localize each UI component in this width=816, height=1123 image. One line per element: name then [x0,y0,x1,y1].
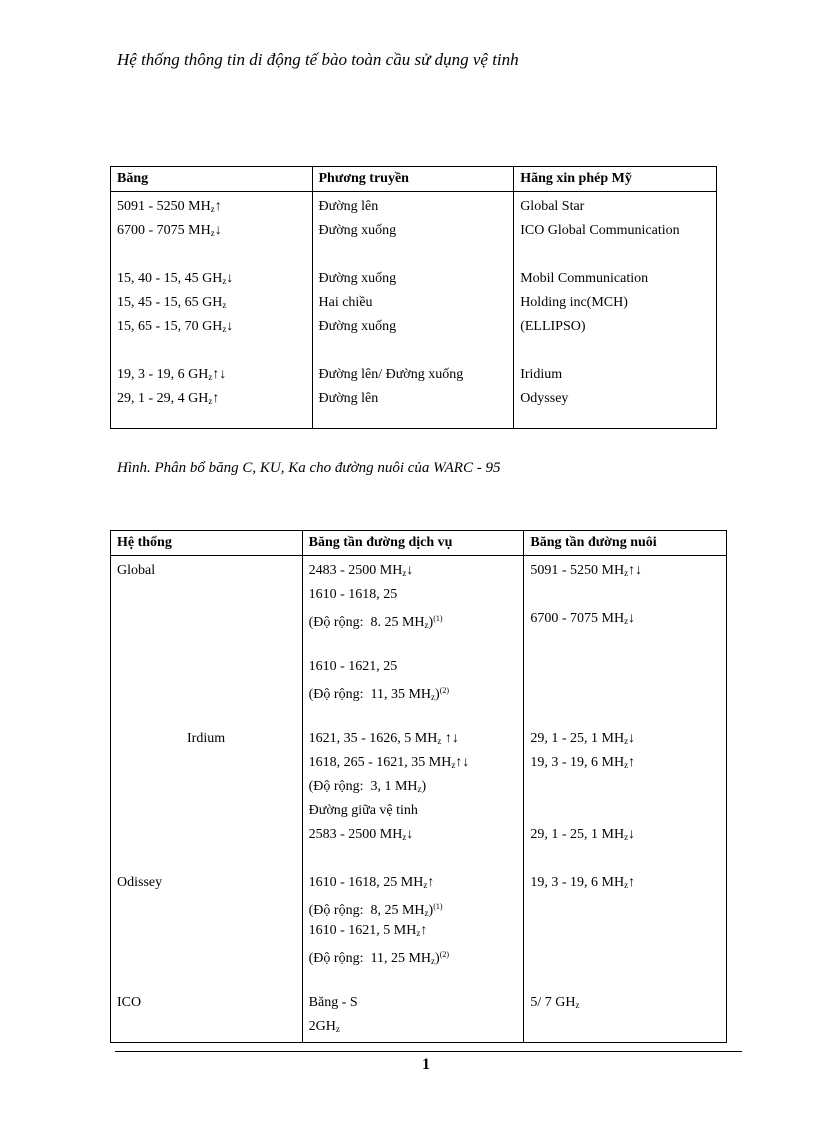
footer-divider [115,1051,742,1052]
blank-line [117,243,306,267]
blank-line [530,919,720,943]
service-band-value: (Độ rộng: 8. 25 $MH_z)^{(1)}$ [308,614,443,630]
service-band-column [302,556,524,1043]
licensee-value: Odyssey [520,391,569,406]
direction-value: Đường lên [318,199,379,214]
blank-line [530,895,720,919]
licensee-value: Holding inc(MCH) [520,295,628,310]
system-name: Irdium [187,731,226,746]
blank-line [530,655,720,679]
blank-line [309,703,518,727]
direction-column [312,192,514,429]
service-band-value: 1610 - 1621, 5 $MH_z↑$ [308,923,428,938]
blank-line [530,847,720,871]
blank-line [530,679,720,703]
licensee-value: ICO Global Communication [520,223,680,238]
table-header-row [111,167,717,192]
blank-line [530,631,720,655]
blank-line [309,847,518,871]
service-band-value: (Độ rộng: 8, 25 $MH_z)^{(1)}$ [308,902,443,918]
service-band-value: (Độ rộng: 3, 1 $MH_z$) [308,779,427,794]
system-name: ICO [117,995,142,1010]
service-band-value: 2583 - 2500 $MH_z↓$ [308,827,414,842]
blank-line [117,823,296,847]
feeder-band-value: 29, 1 - 25, 1 $MH_z↓$ [530,827,636,842]
blank-line [117,919,296,943]
blank-line [117,583,296,607]
blank-line [117,339,306,363]
service-band-value: 1621, 35 - 1626, 5 $MH_z$ ↑↓ [308,731,459,746]
figure-caption: Hình. Phân bổ băng C, KU, Ka cho đường nuôi của WARC - 95 [117,460,501,476]
direction-value: Đường xuống [318,271,397,286]
direction-value: Đường lên/ Đường xuống [318,367,464,382]
licensee-column [514,192,717,429]
header-service-band: Băng tần đường dịch vụ [302,531,524,556]
service-band-value: Băng - S [308,995,358,1010]
service-band-value: Đường giữa vệ tinh [308,803,418,818]
band-value: 15, 65 - 15, 70 $GH_z↓$ [117,319,234,334]
document-header: Hệ thống thông tin di động tế bào toàn cầu sử dụng vệ tinh [117,50,519,69]
feeder-band-value: 5/ 7 $GH_z$ [530,995,580,1010]
band-value: 19, 3 - 19, 6 $GH_z↑↓$ [117,367,227,382]
blank-line [309,967,518,991]
blank-line [520,339,710,363]
system-name: Global [117,563,156,578]
service-band-value: 1618, 265 - 1621, 35 $MH_z↑↓$ [308,755,470,770]
feeder-band-value: 6700 - 7075 $MH_z↓$ [530,611,636,626]
service-band-value: 2483 - 2500 $MH_z↓$ [308,563,414,578]
page-number: 1 [422,1056,430,1073]
frequency-band-table [110,166,717,429]
service-band-value: 1610 - 1618, 25 $MH_z↑$ [308,875,435,890]
system-band-table [110,530,727,1043]
feeder-band-value: 19, 3 - 19, 6 $MH_z↑$ [530,875,636,890]
blank-line [117,655,296,679]
blank-line [530,775,720,799]
blank-line [117,775,296,799]
service-band-value: (Độ rộng: 11, 25 $MH_z)^{(2)}$ [308,950,450,966]
header-licensee: Hãng xin phép Mỹ [514,167,717,192]
band-column [111,192,313,429]
direction-value: Hai chiều [318,295,373,310]
header-band: Băng [111,167,313,192]
blank-line [309,631,518,655]
blank-line [319,339,508,363]
blank-line [117,799,296,823]
blank-line [117,847,296,871]
header-system: Hệ thống [111,531,303,556]
blank-line [530,943,720,967]
band-value: 15, 40 - 15, 45 $GH_z↓$ [117,271,234,286]
direction-value: Đường xuống [318,223,397,238]
service-band-value: (Độ rộng: 11, 35 $MH_z)^{(2)}$ [308,686,450,702]
blank-line [117,895,296,919]
system-name: Odissey [117,875,163,890]
header-feeder-band: Băng tần đường nuôi [524,531,727,556]
blank-line [117,751,296,775]
blank-line [319,243,508,267]
blank-line [117,967,296,991]
system-column [111,556,303,1043]
blank-line [117,679,296,703]
header-direction: Phương truyền [312,167,514,192]
blank-line [530,799,720,823]
blank-line [117,943,296,967]
feeder-band-column [524,556,727,1043]
band-value: 29, 1 - 29, 4 $GH_z↑$ [117,391,220,406]
service-band-value: 1610 - 1621, 25 [308,659,398,674]
licensee-value: Mobil Communication [520,271,649,286]
blank-line [530,967,720,991]
blank-line [117,631,296,655]
direction-value: Đường xuống [318,319,397,334]
table-row [111,192,717,429]
band-value: 6700 - 7075 $MH_z↓$ [117,223,222,238]
blank-line [530,583,720,607]
licensee-value: (ELLIPSO) [520,319,586,334]
band-value: 5091 - 5250 $MH_z↑$ [117,199,222,214]
blank-line [530,703,720,727]
service-band-value: 1610 - 1618, 25 [308,587,398,602]
band-value: 15, 45 - 15, 65 $GH_z$ [117,295,227,310]
table-header-row [111,531,727,556]
blank-line [117,703,296,727]
feeder-band-value: 5091 - 5250 $MH_z↑↓$ [530,563,643,578]
service-band-value: $2GH_z$ [308,1019,340,1034]
licensee-value: Iridium [520,367,563,382]
table-row [111,556,727,1043]
feeder-band-value: 19, 3 - 19, 6 $MH_z↑$ [530,755,636,770]
licensee-value: Global Star [520,199,585,214]
blank-line [117,607,296,631]
feeder-band-value: 29, 1 - 25, 1 $MH_z↓$ [530,731,636,746]
direction-value: Đường lên [318,391,379,406]
blank-line [520,243,710,267]
